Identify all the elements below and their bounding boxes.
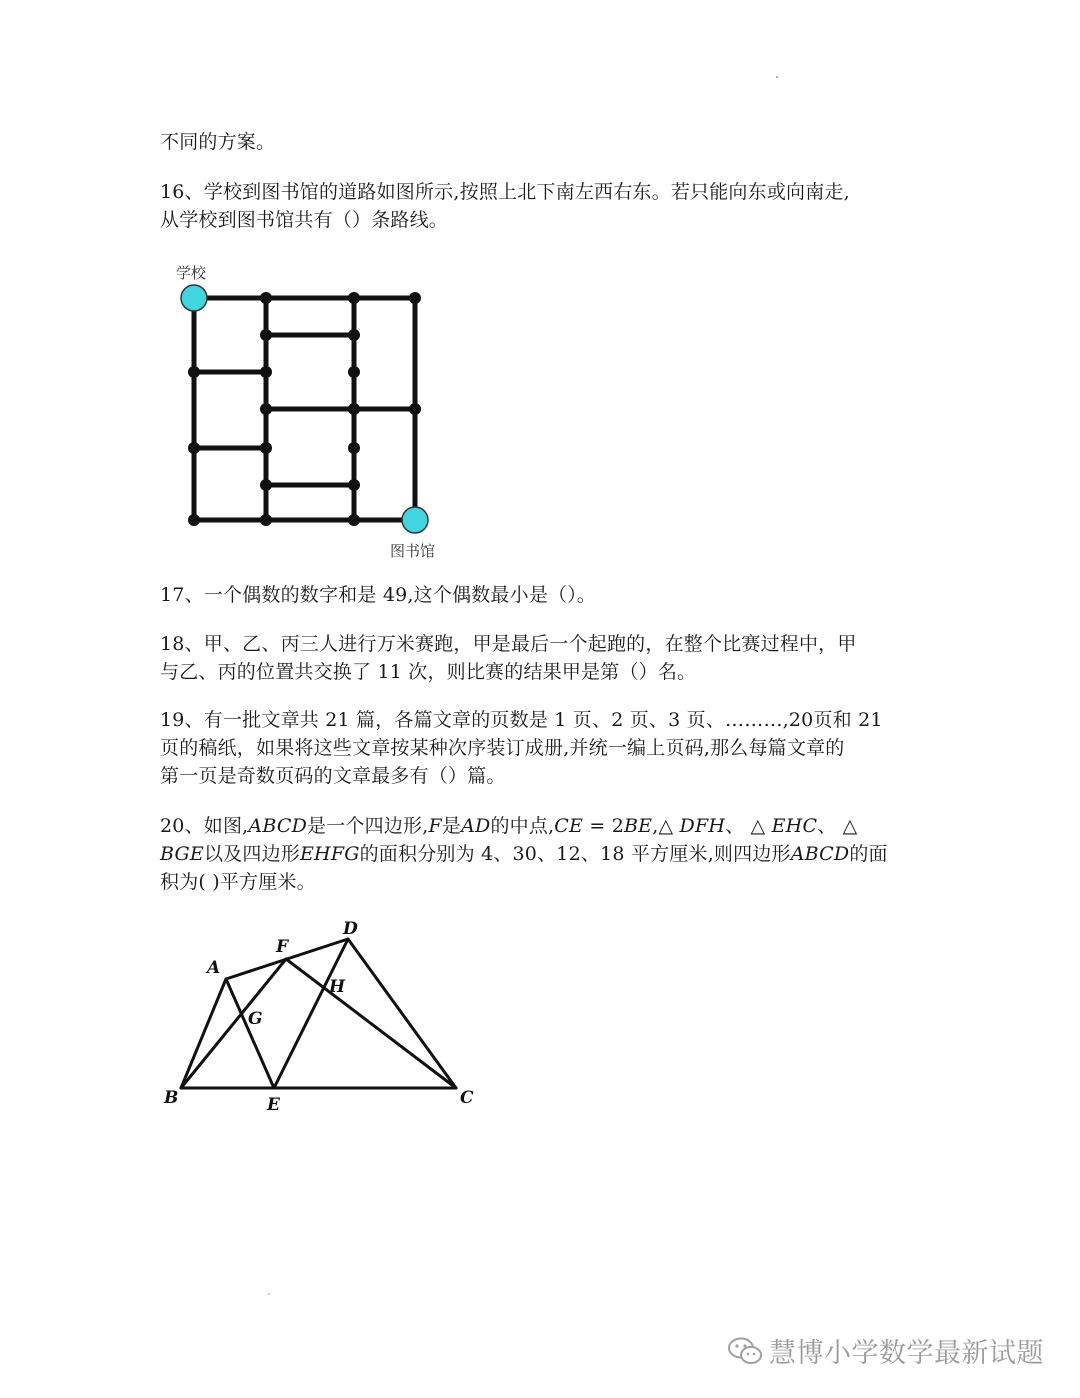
q20-math: BGE (160, 843, 204, 865)
watermark-text: 慧博小学数学最新试题 (769, 1338, 1044, 1369)
label-c: C (460, 1088, 474, 1108)
node (260, 442, 272, 454)
q19-line-1: 19、有一批文章共 21 篇，各篇文章的页数是 1 页、2 页、3 页、………,20页和 21 (160, 709, 883, 731)
q20-text: ,△ (652, 815, 680, 837)
q16-line-2: 从学校到图书馆共有（）条路线。 (160, 209, 449, 231)
q20-text: 以及四边形 (203, 843, 300, 865)
node (188, 514, 200, 526)
node (348, 403, 360, 415)
q20-text: 是一个四边形, (307, 815, 429, 837)
scan-speck (776, 76, 778, 78)
library-label: 图书馆 (390, 542, 436, 560)
segment-fc (286, 959, 456, 1088)
q20-math: DFH (679, 815, 726, 837)
q20-math: EHFG (299, 843, 360, 865)
q19-line-2: 页的稿纸，如果将这些文章按某种次序装订成册,并统一编上页码,那么每篇文章的 (160, 737, 845, 759)
label-a: A (207, 958, 221, 978)
q20-text: 的面积分别为 4、30、12、18 平方厘米,则四边形 (359, 843, 791, 865)
q20-text: 、 △ (725, 815, 772, 837)
q20-math: ABCD (790, 843, 850, 865)
q20-text: 是 (441, 815, 462, 837)
node (348, 292, 360, 304)
q20-math: AD (461, 815, 491, 837)
node (348, 442, 360, 454)
node (260, 329, 272, 341)
road-grid-figure (160, 258, 460, 568)
question-19 (160, 706, 930, 790)
node (348, 479, 360, 491)
node (348, 514, 360, 526)
q18-line-2: 与乙、丙的位置共交换了 11 次，则比赛的结果甲是第（）名。 (160, 661, 697, 683)
node (409, 292, 421, 304)
label-e: E (267, 1095, 280, 1115)
quad-abcd (181, 939, 456, 1088)
label-b: B (164, 1088, 179, 1108)
question-17 (160, 581, 930, 609)
node (348, 366, 360, 378)
school-marker (181, 285, 207, 311)
node (188, 442, 200, 454)
segment-bf (181, 959, 286, 1088)
node (260, 403, 272, 415)
q20-line-3: 积为( )平方厘米。 (160, 871, 316, 893)
wechat-icon (727, 1336, 763, 1366)
q20-line-2 (160, 840, 930, 868)
figure-lines (181, 939, 456, 1088)
school-label: 学校 (176, 264, 207, 282)
question-16 (160, 178, 930, 234)
watermark (727, 1331, 1044, 1370)
q20-math: CE (554, 815, 584, 837)
q19-line-3: 第一页是奇数页码的文章最多有（）篇。 (160, 765, 506, 787)
node (260, 292, 272, 304)
node (260, 366, 272, 378)
question-18 (160, 630, 930, 686)
intro-line: 不同的方案。 (160, 131, 276, 153)
quadrilateral-figure (160, 915, 490, 1120)
q20-text: 、 △ (817, 815, 858, 837)
q20-math: F (428, 815, 442, 837)
intro-paragraph (160, 128, 930, 156)
q20-text: = 2 (583, 815, 624, 837)
label-g: G (248, 1009, 263, 1029)
node (260, 479, 272, 491)
q20-text: 的面 (849, 843, 888, 865)
node (188, 366, 200, 378)
label-f: F (276, 937, 289, 957)
label-d: D (343, 919, 358, 939)
road-lines (194, 298, 415, 520)
node (260, 514, 272, 526)
q20-text: 的中点, (490, 815, 555, 837)
question-20 (160, 812, 930, 896)
node (409, 403, 421, 415)
q16-line-1: 16、学校到图书馆的道路如图所示,按照上北下南左西右东。若只能向东或向南走, (160, 181, 850, 203)
q20-line-1 (160, 812, 930, 840)
label-h: H (329, 977, 346, 997)
q20-math: ABCD (248, 815, 308, 837)
q18-line-1: 18、甲、乙、丙三人进行万米赛跑，甲是最后一个起跑的，在整个比赛过程中，甲 (160, 633, 857, 655)
q20-text: 20、如图, (160, 815, 249, 837)
q20-math: BE (623, 815, 653, 837)
library-marker (402, 507, 428, 533)
q20-math: EHC (771, 815, 818, 837)
segment-ae (226, 979, 274, 1088)
scan-speck (268, 1293, 270, 1295)
q17-line-1: 17、一个偶数的数字和是 49,这个偶数最小是（）。 (160, 584, 597, 606)
node (348, 329, 360, 341)
